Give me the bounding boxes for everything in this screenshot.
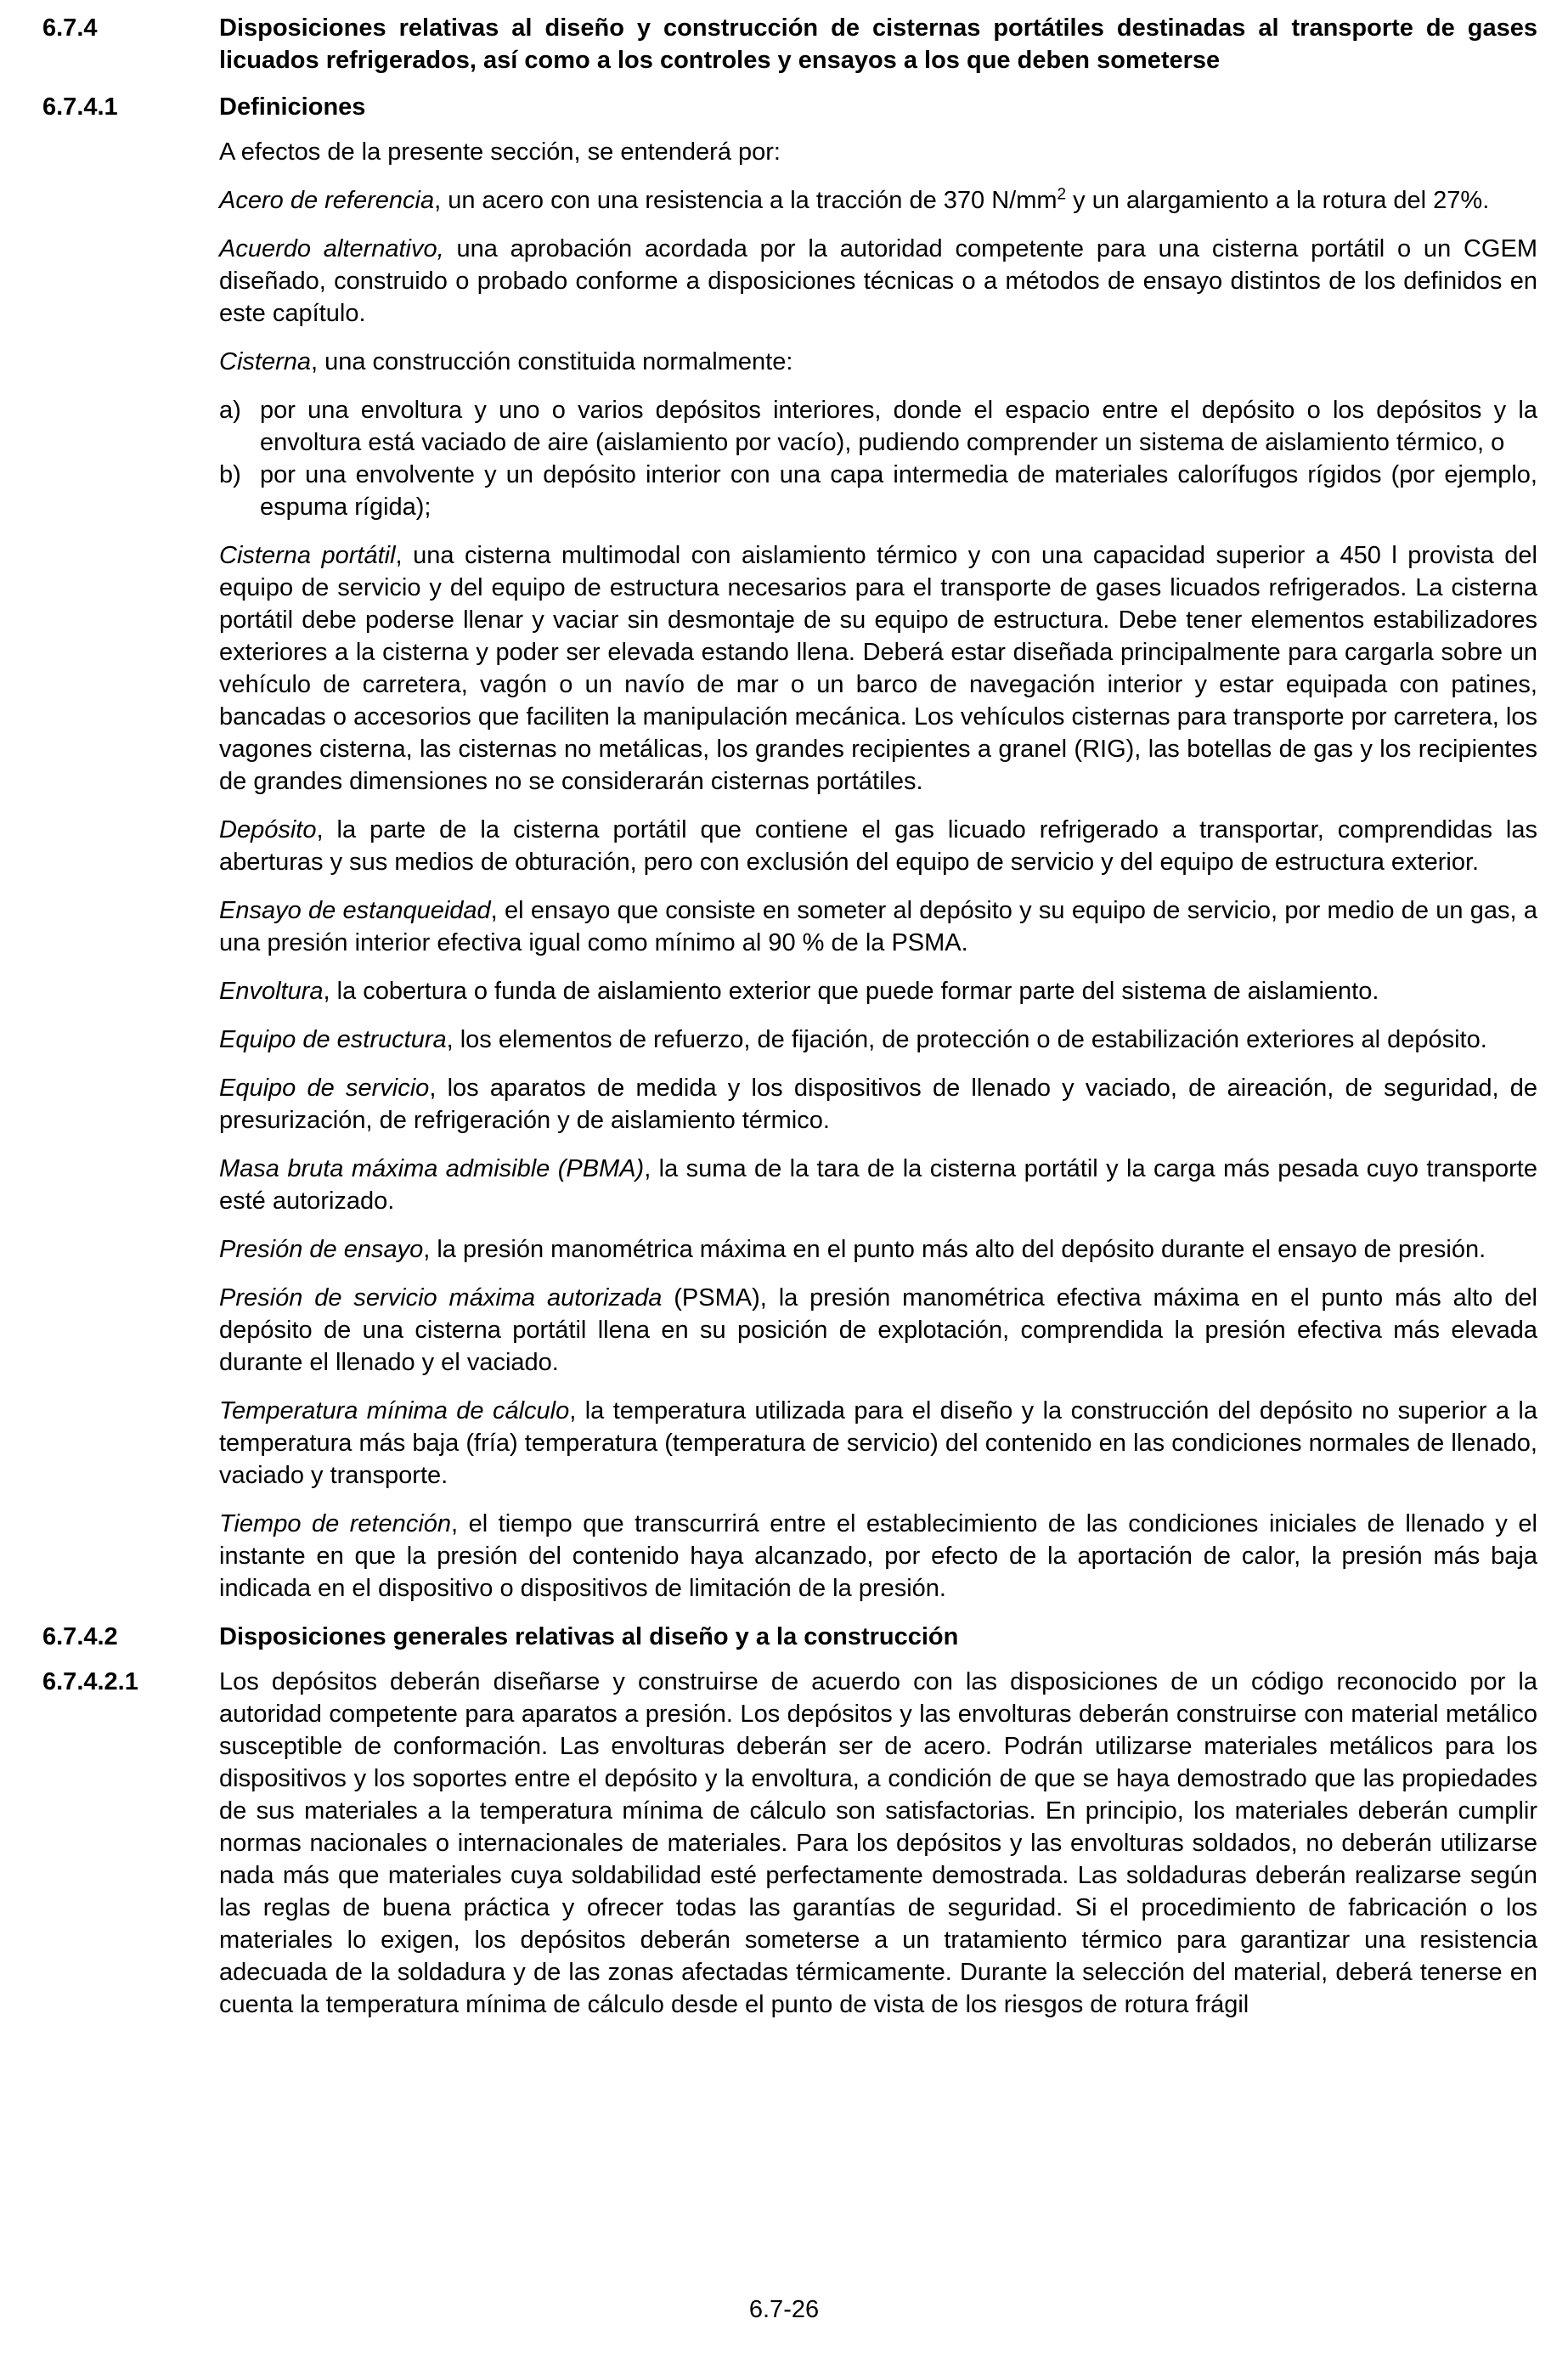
definition-text: una aprobación acordada por la autoridad competente para una cisterna portátil o un CGEM diseñado, construido o probado conforme a disposiciones técnicas o a métodos de ensayo distintos de los definidos en este capítulo.: [219, 235, 1537, 327]
definition-text: , los aparatos de medida y los dispositivos de llenado y vaciado, de aireación, de seguridad, de presurización, de refrigeración y de aislamiento térmico.: [219, 1075, 1537, 1134]
definition-text: , una construcción constituida normalmente:: [311, 348, 793, 375]
definition-text: , la cobertura o funda de aislamiento exterior que puede formar parte del sistema de aislamiento.: [323, 978, 1379, 1005]
definition-term: Masa bruta máxima admisible (PBMA): [219, 1155, 645, 1182]
list-item-text: por una envolvente y un depósito interior con una capa intermedia de materiales calorífugos rígidos (por ejemplo, espuma rígida);: [260, 461, 1537, 521]
document-page: [42, 12, 1537, 2037]
definition-term: Envoltura: [219, 978, 324, 1005]
list-item-text: por una envoltura y uno o varios depósitos interiores, donde el espacio entre el depósito o los depósitos y la envoltura está vaciado de aire (aislamiento por vacío), pudiendo comprender un sistema de aislamiento térmico, o: [260, 397, 1537, 456]
definition-presion-de-ensayo: [219, 1233, 1537, 1266]
definition-acuerdo-alternativo: [219, 233, 1537, 330]
section-heading: [42, 12, 1537, 76]
definition-text: , la temperatura utilizada para el diseño y la construcción del depósito no superior a la temperatura más baja (fría) temperatura (temperatura de servicio) del contenido en las condiciones normales de llenado, vaciado y transporte.: [219, 1397, 1537, 1489]
clause-number: 6.7.4.2.1: [42, 1668, 138, 1695]
definition-text: , la suma de la tara de la cisterna portátil y la carga más pesada cuyo transporte esté autorizado.: [219, 1155, 1537, 1215]
definition-term: Equipo de estructura: [219, 1026, 447, 1053]
page-number: 6.7-26: [748, 2296, 820, 2323]
definition-term: Presión de ensayo: [219, 1236, 424, 1263]
definition-term: Presión de servicio máxima autorizada: [219, 1284, 663, 1312]
definition-text: , la parte de la cisterna portátil que contiene el gas licuado refrigerado a transportar, comprendidas las aberturas y sus medios de obturación, pero con exclusión del equipo de servicio y del equipo de estructura exterior.: [219, 816, 1537, 876]
definition-psma: [219, 1282, 1537, 1379]
definition-text: , un acero con una resistencia a la tracción de 370 N/mm: [434, 187, 1058, 214]
definitions-intro: A efectos de la presente sección, se entenderá por:: [219, 138, 781, 166]
definition-term: Equipo de servicio: [219, 1075, 430, 1102]
subsection-number: 6.7.4.1: [42, 93, 118, 121]
subsection-title: Definiciones: [219, 93, 366, 121]
definitions-block: [219, 136, 1537, 1605]
definition-masa-bruta-maxima: [219, 1153, 1537, 1217]
subsection-heading-general: [42, 1621, 1537, 1653]
definition-temperatura-minima: [219, 1395, 1537, 1492]
definition-term: Acero de referencia: [219, 187, 435, 214]
definition-text: (PSMA), la presión manométrica efectiva máxima en el punto más alto del depósito de una cisterna portátil llena en su posición de explotación, comprendida la presión efectiva más elevada durante el llenado y el vaciado.: [219, 1284, 1538, 1376]
definition-ensayo-de-estanqueidad: [219, 894, 1537, 959]
definition-text: y un alargamiento a la rotura del 27%.: [1066, 187, 1490, 214]
definition-term: Ensayo de estanqueidad: [219, 897, 491, 924]
definition-deposito: [219, 814, 1537, 878]
section-number: 6.7.4: [42, 14, 98, 42]
definition-term: Temperatura mínima de cálculo: [219, 1397, 570, 1424]
list-marker: b): [219, 461, 241, 488]
definition-text: , el ensayo que consiste en someter al depósito y su equipo de servicio, por medio de un gas, a una presión interior efectiva igual como mínimo al 90 % de la PSMA.: [219, 897, 1537, 956]
definition-cisterna: [219, 346, 1537, 378]
definition-text: , una cisterna multimodal con aislamiento térmico y con una capacidad superior a 450 l provista del equipo de servicio y del equipo de estructura necesarios para el transporte de gases licuados refrigerados. La cisterna portátil debe poderse llenar y vaciar sin desmontaje de su equipo de estructura. Debe tener elementos estabilizadores exteriores a la cisterna y poder ser elevada estando llena. Deberá estar diseñada principalmente para cargarla sobre un vehículo de carretera, vagón o un navío de mar o un barco de navegación interior y estar equipada con patines, bancadas o accesorios que faciliten la manipulación mecánica. Los vehículos cisternas para transporte por carretera, los vagones cisterna, las cisternas no metálicas, los grandes recipientes a granel (RIG), las botellas de gas y los recipientes de grandes dimensiones no se considerarán cisternas portátiles.: [219, 542, 1537, 795]
definition-envoltura: [219, 975, 1537, 1007]
cisterna-list: [219, 394, 1537, 523]
definition-term: Tiempo de retención: [219, 1510, 452, 1537]
definition-equipo-de-estructura: [219, 1024, 1537, 1056]
list-item: [219, 394, 1537, 459]
list-marker: a): [219, 397, 241, 424]
subsection-heading-definitions: [42, 91, 1537, 123]
definition-text: , la presión manométrica máxima en el punto más alto del depósito durante el ensayo de presión.: [423, 1236, 1486, 1263]
definition-text: , el tiempo que transcurrirá entre el establecimiento de las condiciones iniciales de llenado y el instante en que la presión del contenido haya alcanzado, por efecto de la aportación de calor, la presión más baja indicada en el dispositivo o dispositivos de limitación de la presión.: [219, 1510, 1537, 1602]
superscript: 2: [1057, 185, 1067, 204]
definition-term: Depósito: [219, 816, 317, 843]
clause-6-7-4-2-1: [42, 1666, 1537, 2037]
definition-cisterna-portatil: [219, 539, 1537, 798]
definition-term: Cisterna portátil: [219, 542, 396, 569]
definition-equipo-de-servicio: [219, 1072, 1537, 1137]
definition-term: Acuerdo alternativo,: [219, 235, 444, 262]
list-item: [219, 459, 1537, 523]
definition-acero-de-referencia: [219, 184, 1537, 217]
subsection-title: Disposiciones generales relativas al diseño y a la construcción: [219, 1623, 959, 1650]
definition-tiempo-de-retencion: [219, 1508, 1537, 1605]
definition-term: Cisterna: [219, 348, 311, 375]
definition-text: , los elementos de refuerzo, de fijación, de protección o de estabilización exteriores al depósito.: [446, 1026, 1487, 1053]
subsection-number: 6.7.4.2: [42, 1623, 118, 1650]
clause-text: Los depósitos deberán diseñarse y construirse de acuerdo con las disposiciones de un código reconocido por la autoridad competente para aparatos a presión. Los depósitos y las envolturas deberán construirse con material metálico susceptible de conformación. Las envolturas deberán ser de acero. Podrán utilizarse materiales metálicos para los dispositivos y los soportes entre el depósito y la envoltura, a condición de que se haya demostrado que las propiedades de sus materiales a la temperatura mínima de cálculo son satisfactorias. En principio, los materiales deberán cumplir normas nacionales o internacionales de materiales. Para los depósitos y las envolturas soldados, no deberán utilizarse nada más que materiales cuya soldabilidad esté perfectamente demostrada. Las soldaduras deberán realizarse según las reglas de buena práctica y ofrecer todas las garantías de seguridad. Si el procedimiento de fabricación o los materiales lo exigen, los depósitos deberán someterse a un tratamiento térmico para garantizar una resistencia adecuada de la soldadura y de las zonas afectadas térmicamente. Durante la selección del material, deberá tenerse en cuenta la temperatura mínima de cálculo desde el punto de vista de los riesgos de rotura frágil: [219, 1668, 1537, 2018]
section-title: Disposiciones relativas al diseño y construcción de cisternas portátiles destinadas al transporte de gases licuados refrigerados, así como a los controles y ensayos a los que deben someterse: [219, 14, 1537, 74]
